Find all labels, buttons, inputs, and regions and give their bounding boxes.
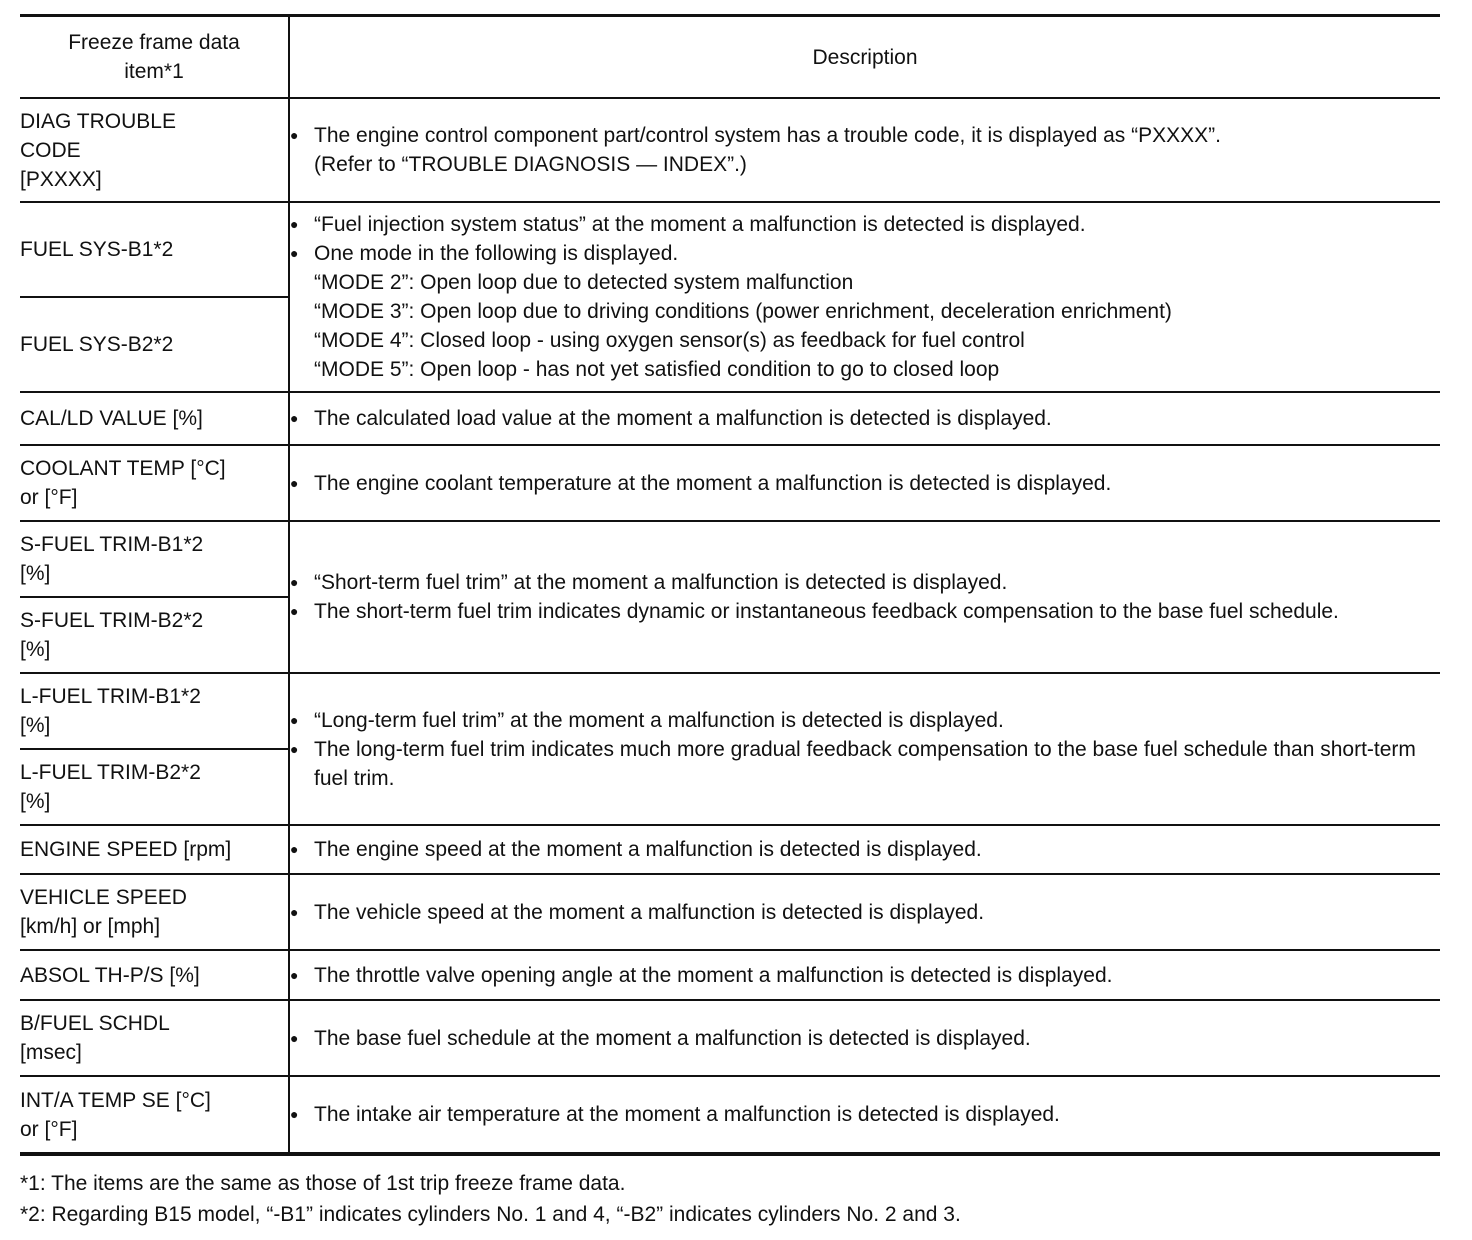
bullet-text: ● The calculated load value at the moment a malfunction is detected is displayed. [290, 404, 1440, 433]
item-cell [20, 297, 289, 392]
header-item-label: Freeze frame data item*1 [68, 31, 240, 83]
table-row [20, 1076, 1440, 1154]
item-label: [km/h] or [mph] [20, 915, 161, 938]
item-label: [%] [20, 562, 51, 585]
item-label: CODE [20, 138, 81, 162]
item-label: CAL/LD VALUE [%] [20, 407, 203, 430]
description-cell [289, 1076, 1440, 1154]
item-cell [20, 950, 289, 1000]
description-cell [289, 673, 1440, 825]
item-cell [20, 1000, 289, 1076]
mode-text: “MODE 3”: Open loop due to driving conditions (power enrichment, deceleration enrichment) [314, 300, 1172, 323]
footnotes [20, 1168, 961, 1230]
mode-text: “MODE 2”: Open loop due to detected system malfunction [314, 271, 854, 294]
item-cell [20, 445, 289, 521]
item-cell [20, 521, 289, 597]
header-row [20, 16, 1440, 99]
description-cell [289, 202, 1440, 392]
item-cell [20, 392, 289, 445]
bullet-text: ● “Long-term fuel trim” at the moment a malfunction is detected is displayed. [290, 706, 1440, 735]
item-cell [20, 673, 289, 749]
table-row [20, 673, 1440, 749]
item-label: INT/A TEMP SE [°C] [20, 1088, 211, 1112]
description-cell [289, 392, 1440, 445]
table-row [20, 874, 1440, 950]
bullet-text: ● “Fuel injection system status” at the moment a malfunction is detected is displayed. [290, 210, 1440, 239]
bullet-text: ● The short-term fuel trim indicates dynamic or instantaneous feedback compensation to the base fuel schedule. [290, 597, 1440, 626]
bullet-text: ● The base fuel schedule at the moment a malfunction is detected is displayed. [290, 1024, 1440, 1053]
table-row [20, 521, 1440, 597]
bullet-text: ● “Short-term fuel trim” at the moment a malfunction is detected is displayed. [290, 568, 1440, 597]
continuation-text: (Refer to “TROUBLE DIAGNOSIS — INDEX”.) [314, 153, 747, 176]
bullet-text: ● The intake air temperature at the moment a malfunction is detected is displayed. [290, 1100, 1440, 1129]
bullet-text: ● The throttle valve opening angle at the moment a malfunction is detected is displayed. [290, 961, 1440, 990]
item-label: DIAG TROUBLE [20, 109, 176, 133]
table-row [20, 950, 1440, 1000]
description-cell [289, 1000, 1440, 1076]
table-row [20, 1000, 1440, 1076]
item-cell [20, 202, 289, 297]
table-row [20, 392, 1440, 445]
table-row [20, 98, 1440, 202]
description-cell [289, 521, 1440, 673]
bullet-text: ● The engine control component part/control system has a trouble code, it is displayed as “PXXXX”. [290, 121, 1440, 150]
table-row [20, 445, 1440, 521]
bullet-text: ● One mode in the following is displayed. [290, 239, 1440, 268]
item-label: or [°F] [20, 1117, 78, 1141]
item-label: [%] [20, 714, 51, 737]
item-label: ENGINE SPEED [rpm] [20, 838, 232, 861]
table-row [20, 825, 1440, 874]
description-cell [289, 874, 1440, 950]
item-label: COOLANT TEMP [°C] [20, 457, 226, 480]
description-cell [289, 98, 1440, 202]
item-label: S-FUEL TRIM-B1*2 [20, 533, 204, 556]
item-cell [20, 874, 289, 950]
bullet-text: ● The engine coolant temperature at the moment a malfunction is detected is displayed. [290, 469, 1440, 498]
bullet-text: ● The engine speed at the moment a malfunction is detected is displayed. [290, 835, 1440, 864]
item-cell [20, 597, 289, 673]
item-cell [20, 825, 289, 874]
table-row [20, 202, 1440, 297]
item-label: [PXXXX] [20, 167, 102, 191]
item-label: FUEL SYS-B2*2 [20, 333, 174, 356]
bullet-text: ● The long-term fuel trim indicates much more gradual feedback compensation to the base fuel schedule than short-term fuel trim. [290, 735, 1440, 793]
item-label: ABSOL TH-P/S [%] [20, 963, 200, 987]
item-label: VEHICLE SPEED [20, 886, 187, 909]
freeze-frame-table [20, 14, 1440, 1156]
mode-text: “MODE 4”: Closed loop - using oxygen sensor(s) as feedback for fuel control [314, 329, 1025, 352]
item-cell [20, 749, 289, 825]
item-label: [%] [20, 638, 51, 661]
mode-text: “MODE 5”: Open loop - has not yet satisfied condition to go to closed loop [314, 358, 1000, 381]
footnote: *1: The items are the same as those of 1st trip freeze frame data. [20, 1172, 626, 1195]
bullet-text: ● The vehicle speed at the moment a malfunction is detected is displayed. [290, 898, 1440, 927]
item-label: S-FUEL TRIM-B2*2 [20, 609, 204, 632]
item-label: FUEL SYS-B1*2 [20, 238, 174, 261]
item-cell [20, 1076, 289, 1154]
item-label: [msec] [20, 1041, 82, 1064]
description-cell [289, 445, 1440, 521]
item-label: L-FUEL TRIM-B2*2 [20, 761, 201, 784]
item-label: B/FUEL SCHDL [20, 1012, 170, 1035]
header-description: Description [289, 16, 1440, 99]
description-cell [289, 825, 1440, 874]
item-label: or [°F] [20, 486, 78, 509]
header-item [20, 16, 289, 99]
footnote: *2: Regarding B15 model, “-B1” indicates cylinders No. 1 and 4, “-B2” indicates cylinders No. 2 and 3. [20, 1203, 961, 1226]
item-label: L-FUEL TRIM-B1*2 [20, 685, 201, 708]
description-cell [289, 950, 1440, 1000]
item-label: [%] [20, 790, 51, 813]
item-cell [20, 98, 289, 202]
